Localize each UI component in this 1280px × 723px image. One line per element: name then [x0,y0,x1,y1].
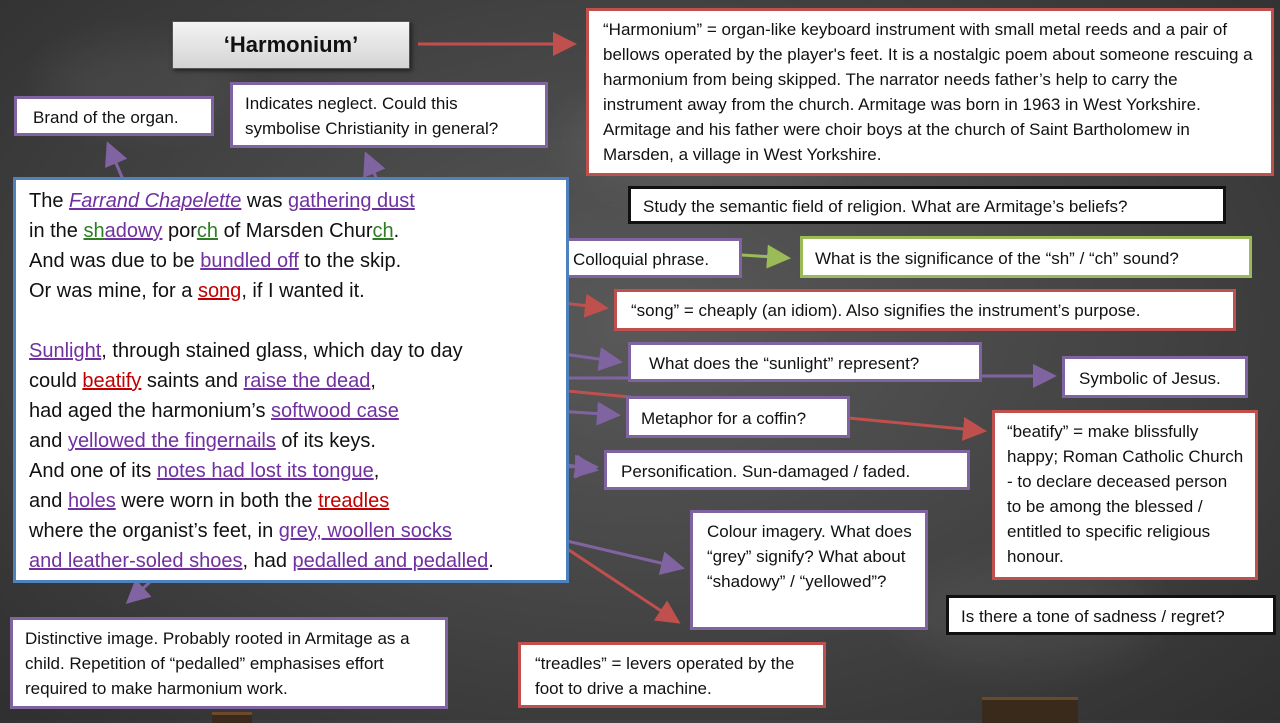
poem-line-4: Or was mine, for a song, if I wanted it. [29,280,365,302]
term-holes: holes [67,490,116,512]
note-sunlight-question: What does the “sunlight” represent? [628,342,982,382]
poem-line-9: And one of its notes had lost its tongue, [29,460,380,482]
term-shadowy: adowy [104,220,163,242]
poem-line-5: Sunlight, through stained glass, which day to day [29,340,463,362]
note-brand: Brand of the organ. [14,96,214,136]
term-song: song [197,280,242,302]
term-lost-its-tongue: notes had lost its tongue [156,460,374,482]
poem-line-12: and leather-soled shoes, had pedalled and pedalled. [29,550,494,572]
term-farrand-chapelette: Farrand Chapelette [69,190,242,212]
note-treadles-definition: “treadles” = levers operated by the foot to drive a machine. [518,642,826,708]
term-church-ch: ch [372,220,394,242]
poem-line-8: and yellowed the fingernails of its keys. [29,430,376,452]
term-treadles: treadles [318,490,390,512]
note-symbolic-jesus: Symbolic of Jesus. [1062,356,1248,398]
term-leather-soled-shoes: and leather-soled shoes [29,550,243,572]
note-personification: Personification. Sun-damaged / faded. [604,450,970,490]
note-sh-ch-sound: What is the significance of the “sh” / “ch” sound? [800,236,1252,278]
term-porch-ch: ch [196,220,219,242]
term-yellowed-fingernails: yellowed the fingernails [67,430,276,452]
poem-line-11: where the organist’s feet, in grey, woollen socks [29,520,452,542]
note-song-idiom: “song” = cheaply (an idiom). Also signifies the instrument’s purpose. [614,289,1236,331]
note-distinctive-image: Distinctive image. Probably rooted in Armitage as a child. Repetition of “pedalled” emphasises effort required to make harmonium work. [10,617,448,709]
term-raise-the-dead: raise the dead [243,370,371,392]
note-sadness-tone: Is there a tone of sadness / regret? [946,595,1276,635]
note-neglect: Indicates neglect. Could this symbolise Christianity in general? [230,82,548,148]
term-grey-woollen-socks: grey, woollen socks [278,520,452,542]
poem-line-2: in the shadowy porch of Marsden Church. [29,220,400,242]
note-harmonium-definition: “Harmonium” = organ-like keyboard instrument with small metal reeds and a pair of bellows operated by the player's feet. It is a nostalgic poem about someone rescuing a harmonium from being skipped. The narrator needs father’s help to carry the instrument away from the church. Armitage was born in 1963 in West Yorkshire. Armitage and his father were choir boys at the church of Saint Bartholomew in Marsden, a village in West Yorkshire. [586,8,1274,176]
poem-line-3: And was due to be bundled off to the skip. [29,250,402,272]
term-gathering-dust: gathering dust [288,190,415,212]
page-title: ‘Harmonium’ [172,21,410,69]
note-colour-imagery: Colour imagery. What does “grey” signify? What about “shadowy” / “yellowed”? [690,510,928,630]
arrow-sh-to-significance [742,255,788,258]
poem-line-7: had aged the harmonium’s softwood case [29,400,399,422]
note-colloquial: Colloquial phrase. [556,238,742,278]
term-pedalled-and-pedalled: pedalled and pedalled [292,550,489,572]
poem-extract [13,177,569,583]
poem-line-10: and holes were worn in both the treadles [29,490,390,512]
term-beatify: beatify [82,370,142,392]
poem-line-1: The Farrand Chapelette was gathering dust [29,190,415,212]
stanza-break [29,306,566,336]
note-semantic-field: Study the semantic field of religion. What are Armitage’s beliefs? [628,186,1226,224]
note-beatify-definition: “beatify” = make blissfully happy; Roman Catholic Church - to declare deceased person to be among the blessed / entitled to specific religious honour. [992,410,1258,580]
term-sh: sh [83,220,105,242]
note-coffin-metaphor: Metaphor for a coffin? [626,396,850,438]
term-sunlight: Sunlight [29,340,102,362]
poem-line-6: could beatify saints and raise the dead, [29,370,376,392]
term-softwood-case: softwood case [271,400,399,422]
term-bundled-off: bundled off [200,250,299,272]
arrow-pedalled-to-distinctive [128,582,150,602]
